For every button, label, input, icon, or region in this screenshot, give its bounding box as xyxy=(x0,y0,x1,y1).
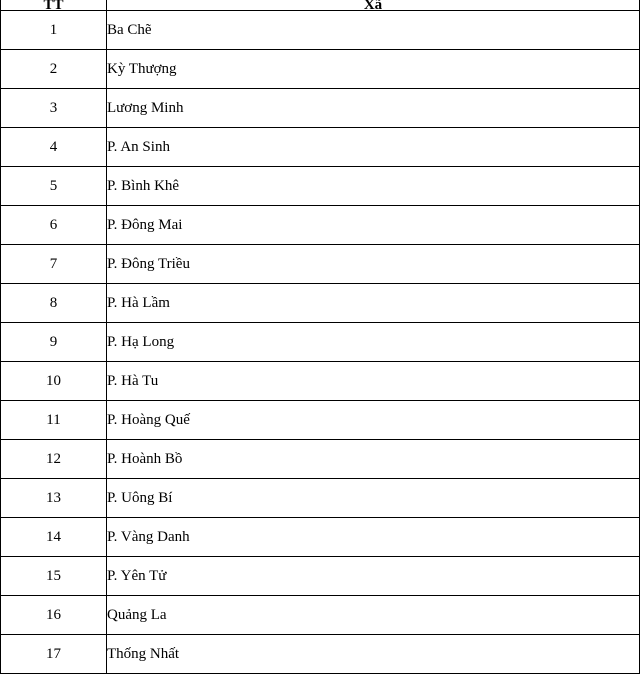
table-row xyxy=(1,518,640,557)
row-number: 3 xyxy=(1,89,107,128)
commune-name: Thống Nhất xyxy=(107,635,640,674)
commune-name: P. Đông Mai xyxy=(107,206,640,245)
commune-name: P. Hoàng Quế xyxy=(107,401,640,440)
row-number: 17 xyxy=(1,635,107,674)
row-number: 8 xyxy=(1,284,107,323)
table-row xyxy=(1,11,640,50)
commune-name: P. An Sinh xyxy=(107,128,640,167)
commune-name: P. Đông Triều xyxy=(107,245,640,284)
commune-name: P. Hạ Long xyxy=(107,323,640,362)
table-header-row xyxy=(1,0,640,11)
row-number: 15 xyxy=(1,557,107,596)
table-body xyxy=(1,11,640,674)
table-row xyxy=(1,245,640,284)
header-stt: TT xyxy=(1,0,107,11)
commune-name: P. Bình Khê xyxy=(107,167,640,206)
row-number: 9 xyxy=(1,323,107,362)
commune-name: Lương Minh xyxy=(107,89,640,128)
commune-name: P. Yên Tử xyxy=(107,557,640,596)
table-row xyxy=(1,440,640,479)
row-number: 1 xyxy=(1,11,107,50)
commune-name: P. Hà Tu xyxy=(107,362,640,401)
row-number: 14 xyxy=(1,518,107,557)
row-number: 5 xyxy=(1,167,107,206)
table-row xyxy=(1,89,640,128)
row-number: 13 xyxy=(1,479,107,518)
row-number: 4 xyxy=(1,128,107,167)
commune-name: P. Hà Lầm xyxy=(107,284,640,323)
table-row xyxy=(1,128,640,167)
table-row xyxy=(1,557,640,596)
table-row xyxy=(1,596,640,635)
table-row xyxy=(1,479,640,518)
row-number: 7 xyxy=(1,245,107,284)
row-number: 6 xyxy=(1,206,107,245)
table-row xyxy=(1,206,640,245)
commune-name: Ba Chẽ xyxy=(107,11,640,50)
commune-name: P. Hoành Bồ xyxy=(107,440,640,479)
commune-name: Kỳ Thượng xyxy=(107,50,640,89)
table-row xyxy=(1,50,640,89)
commune-name: P. Vàng Danh xyxy=(107,518,640,557)
table-row xyxy=(1,167,640,206)
row-number: 10 xyxy=(1,362,107,401)
table-row xyxy=(1,401,640,440)
row-number: 12 xyxy=(1,440,107,479)
row-number: 11 xyxy=(1,401,107,440)
table-row xyxy=(1,635,640,674)
table-row xyxy=(1,323,640,362)
commune-name: Quảng La xyxy=(107,596,640,635)
table-row xyxy=(1,284,640,323)
row-number: 16 xyxy=(1,596,107,635)
row-number: 2 xyxy=(1,50,107,89)
header-name: Xã xyxy=(107,0,640,11)
commune-name: P. Uông Bí xyxy=(107,479,640,518)
table-row xyxy=(1,362,640,401)
